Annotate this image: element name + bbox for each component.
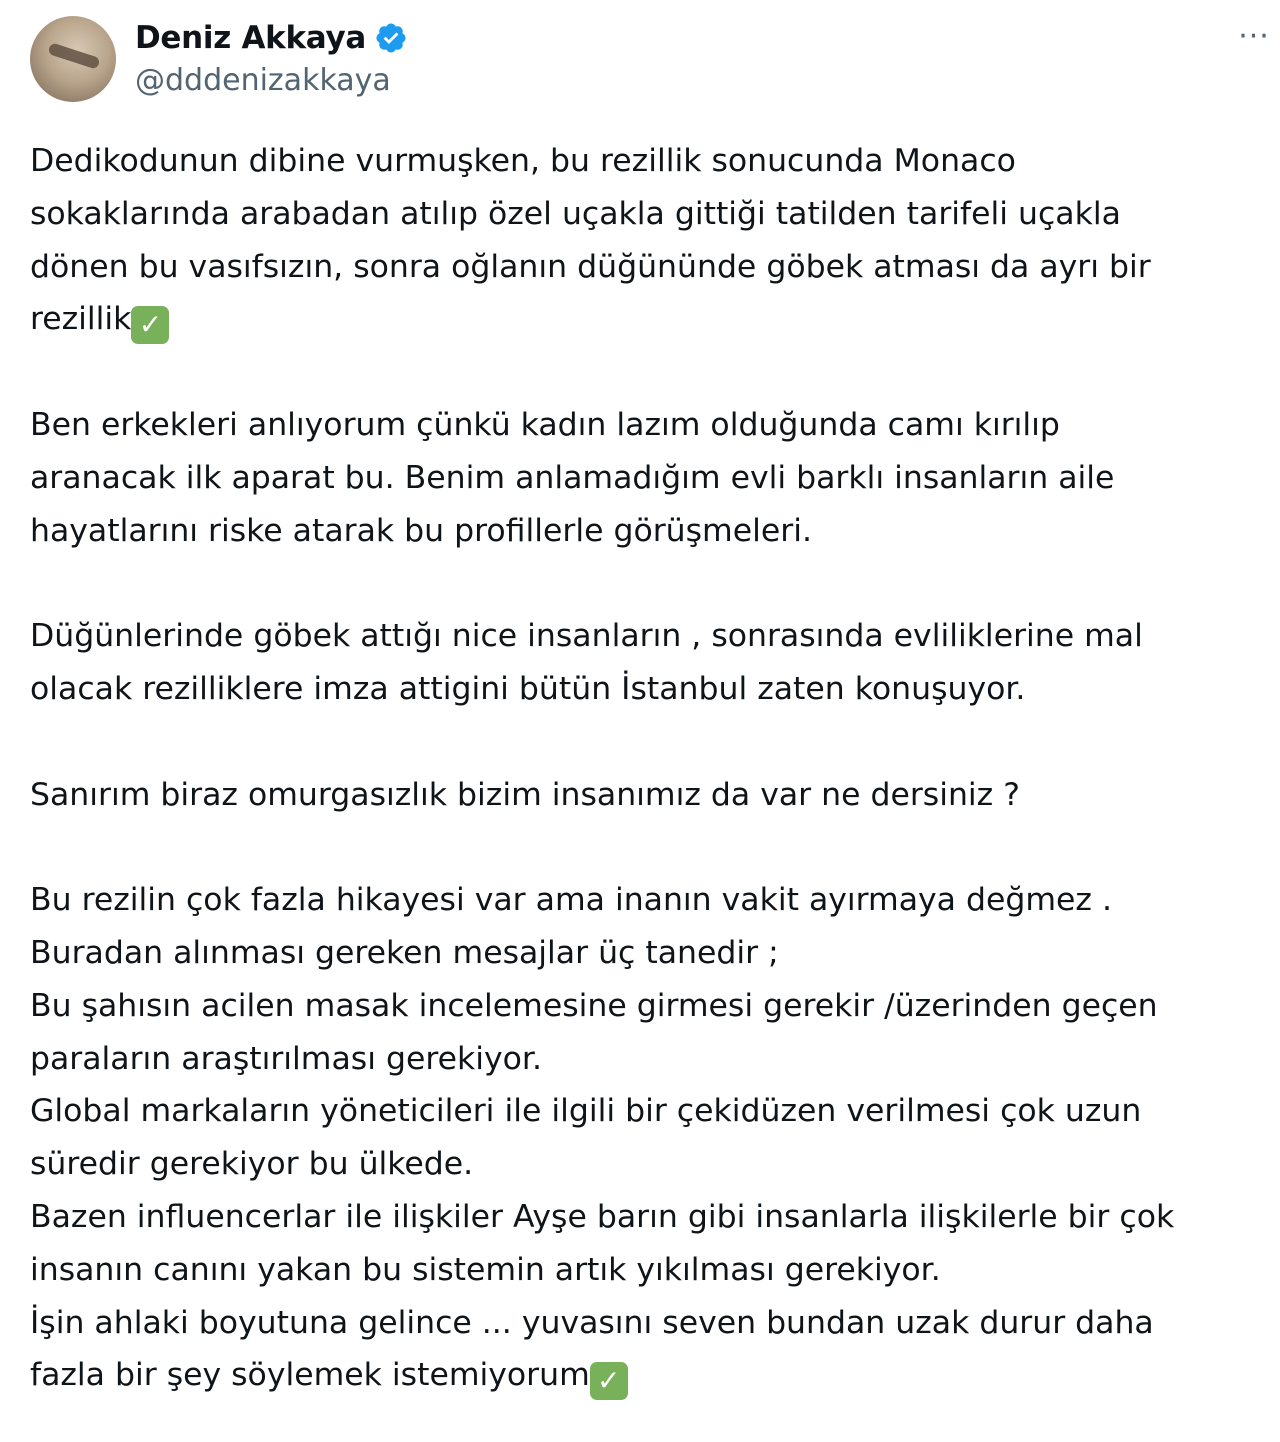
tweet-text bbox=[30, 135, 1270, 1402]
check-mark-emoji-icon: ✓ bbox=[590, 1362, 628, 1400]
tweet-header bbox=[0, 0, 1280, 120]
paragraph-gap bbox=[30, 557, 1270, 610]
tweet-line: Buradan alınması gereken mesajlar üç tanedir ; bbox=[30, 934, 779, 971]
verified-badge-icon bbox=[374, 21, 408, 55]
tweet-line-text: rezillik bbox=[30, 301, 132, 338]
avatar-photo-detail bbox=[47, 42, 100, 69]
check-mark-emoji-icon: ✓ bbox=[131, 306, 169, 344]
avatar[interactable] bbox=[30, 16, 116, 102]
tweet-line: dönen bu vasıfsızın, sonra oğlanın düğününde göbek atması da ayrı bir bbox=[30, 248, 1151, 285]
paragraph-gap bbox=[30, 821, 1270, 874]
tweet-line: Sanırım biraz omurgasızlık bizim insanımız da var ne dersiniz ? bbox=[30, 776, 1020, 813]
author-handle[interactable]: @dddenizakkaya bbox=[135, 63, 391, 98]
author-name-row bbox=[135, 18, 408, 58]
paragraph-gap bbox=[30, 346, 1270, 399]
tweet-line: Global markaların yöneticileri ile ilgili bir çekidüzen verilmesi çok uzun bbox=[30, 1093, 1142, 1130]
tweet-line: Ben erkekleri anlıyorum çünkü kadın lazım olduğunda camı kırılıp bbox=[30, 406, 1060, 443]
tweet-line-with-emoji bbox=[30, 293, 1270, 346]
tweet-line: insanın canını yakan bu sistemin artık yıkılması gerekiyor. bbox=[30, 1251, 941, 1288]
tweet-line: İşin ahlaki boyutuna gelince ... yuvasını seven bundan uzak durur daha bbox=[30, 1304, 1154, 1341]
tweet-line: süredir gerekiyor bu ülkede. bbox=[30, 1146, 474, 1183]
tweet-line-text: fazla bir şey söylemek istemiyorum bbox=[30, 1357, 590, 1394]
tweet-line: paraların araştırılması gerekiyor. bbox=[30, 1040, 542, 1077]
tweet-line: sokaklarında arabadan atılıp özel uçakla gittiği tatilden tarifeli uçakla bbox=[30, 195, 1121, 232]
tweet-line: Dedikodunun dibine vurmuşken, bu rezillik sonucunda Monaco bbox=[30, 143, 1016, 179]
tweet-line: olacak rezilliklere imza attigini bütün İstanbul zaten konuşuyor. bbox=[30, 670, 1026, 707]
paragraph-gap bbox=[30, 716, 1270, 769]
tweet-line: hayatlarını riske atarak bu profillerle görüşmeleri. bbox=[30, 512, 812, 549]
tweet-line: aranacak ilk aparat bu. Benim anlamadığım evli barklı insanların aile bbox=[30, 459, 1115, 496]
more-options-icon[interactable]: ··· bbox=[1238, 19, 1270, 54]
tweet-line: Bu şahısın acilen masak incelemesine girmesi gerekir /üzerinden geçen bbox=[30, 987, 1158, 1024]
tweet-line: Düğünlerinde göbek attığı nice insanların , sonrasında evliliklerine mal bbox=[30, 618, 1143, 655]
tweet-line-with-emoji bbox=[30, 1349, 1270, 1402]
tweet-line: Bu rezilin çok fazla hikayesi var ama inanın vakit ayırmaya değmez . bbox=[30, 882, 1112, 919]
tweet-line: Bazen influencerlar ile ilişkiler Ayşe barın gibi insanlarla ilişkilerle bir çok bbox=[30, 1198, 1175, 1235]
author-display-name[interactable]: Deniz Akkaya bbox=[135, 20, 367, 56]
